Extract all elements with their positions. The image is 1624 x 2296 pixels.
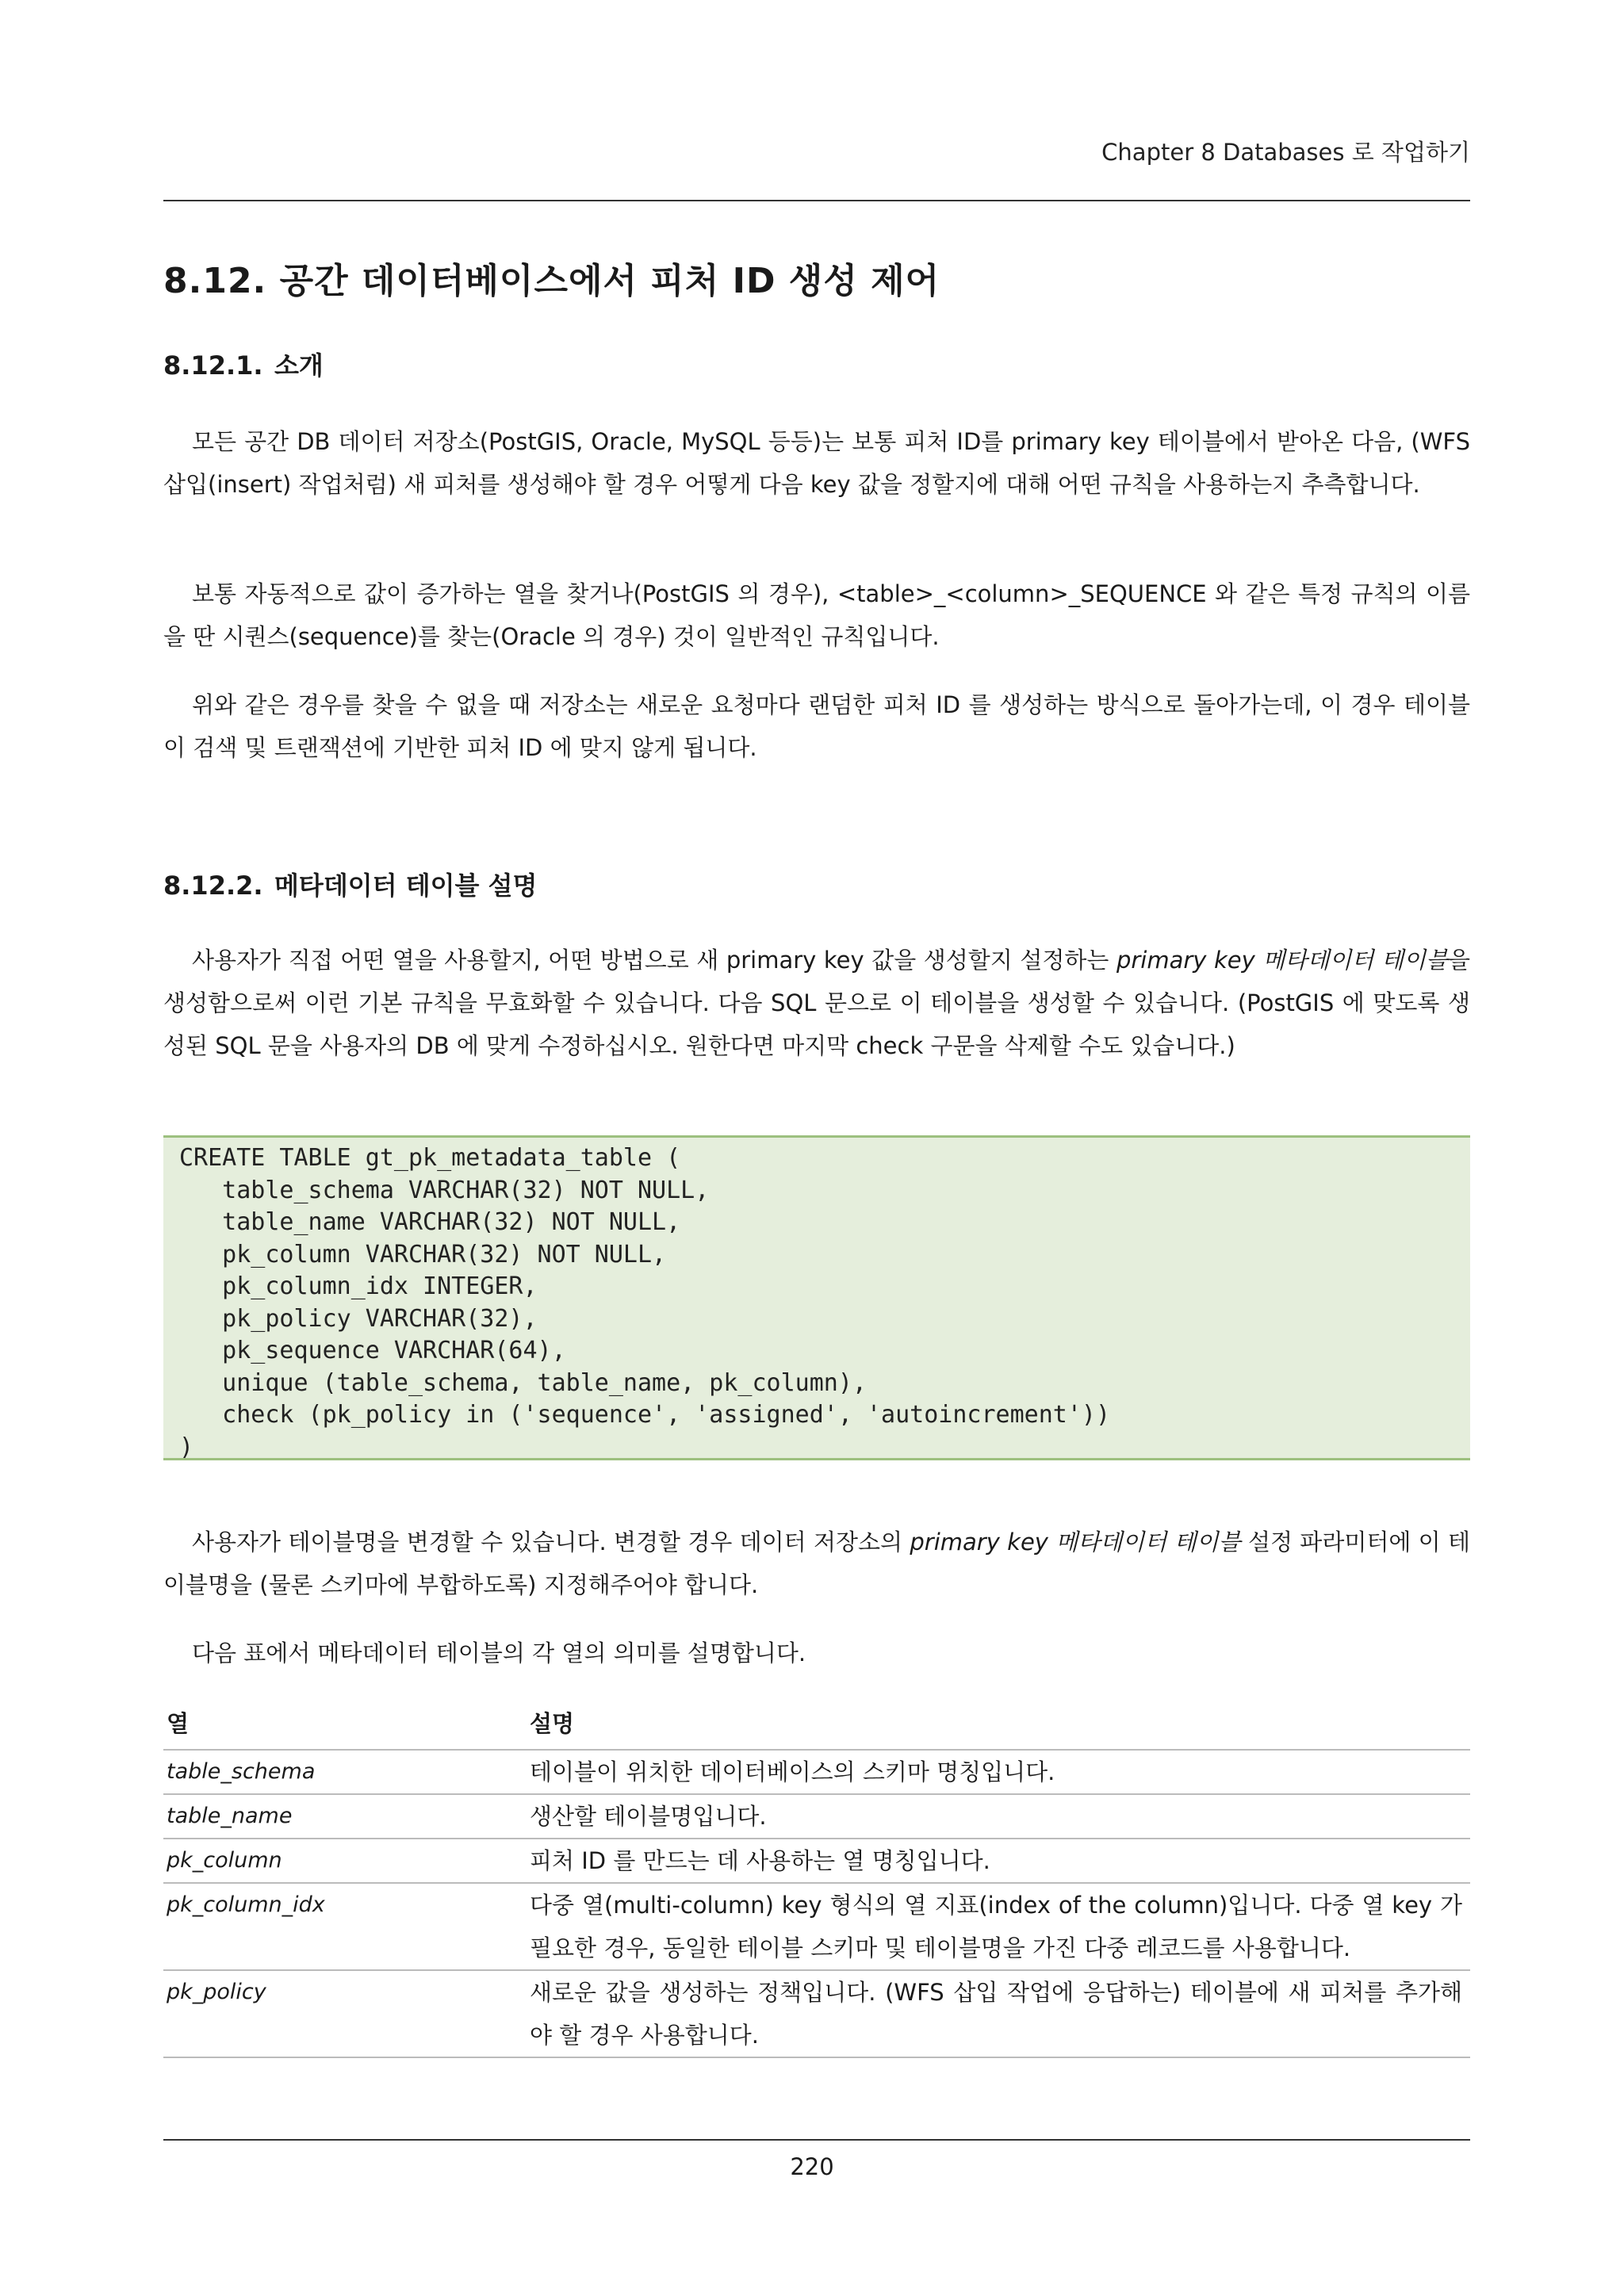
column-description-cell: 테이블이 위치한 데이터베이스의 스키마 명칭입니다. — [527, 1750, 1470, 1794]
column-description-cell: 생산할 테이블명입니다. — [527, 1794, 1470, 1839]
code-line: table_schema VARCHAR(32) NOT NULL, — [179, 1176, 710, 1204]
table-header-column: 열 — [163, 1700, 527, 1750]
table-row — [163, 1750, 1470, 1794]
code-line: pk_column_idx INTEGER, — [179, 1272, 538, 1300]
column-name-cell: pk_column_idx — [163, 1883, 527, 1970]
meta-paragraph-1 — [163, 939, 1470, 1067]
intro-paragraph-1: 모든 공간 DB 데이터 저장소(PostGIS, Oracle, MySQL 등등)는 보통 피처 ID를 primary key 테이블에서 받아온 다음, (WFS 삽입(insert) 작업처럼) 새 피처를 생성해야 할 경우 어떻게 다음 key 값을 정할지에 대해 어떤 규칙을 사용하는지 추측합니다. — [163, 428, 1470, 498]
meta-paragraph-2-emphasis: primary key 메타데이터 테이블 — [910, 1529, 1241, 1556]
subsection-number: 8.12.1. — [163, 350, 263, 381]
column-description-cell: 새로운 값을 생성하는 정책입니다. (WFS 삽입 작업에 응답하는) 테이블에 새 피처를 추가해야 할 경우 사용합니다. — [527, 1970, 1470, 2057]
meta-paragraph-2 — [163, 1521, 1470, 1606]
table-row — [163, 1970, 1470, 2057]
meta-paragraph-1-text-b: 을 생성함으로써 이런 기본 규칙을 무효화할 수 있습니다. 다음 SQL 문으로 이 테이블을 생성할 수 있습니다. (PostGIS 에 맞도록 생성된 SQL 문을 사용자의 DB 에 맞게 수정하십시오. 원한다면 마지막 check 구문을 삭제할 수도 있습니다.) — [163, 947, 1470, 1059]
column-name-cell: table_name — [163, 1794, 527, 1839]
subsection-heading-intro — [163, 346, 324, 382]
sql-code-block — [163, 1135, 1470, 1460]
table-header-row — [163, 1700, 1470, 1750]
column-description-cell: 피처 ID 를 만드는 데 사용하는 열 명칭입니다. — [527, 1839, 1470, 1883]
code-line: table_name VARCHAR(32) NOT NULL, — [179, 1208, 681, 1236]
page-number: 220 — [790, 2153, 834, 2180]
subsection-title: 메타데이터 테이블 설명 — [274, 871, 538, 901]
section-title: 8.12. 공간 데이터베이스에서 피처 ID 생성 제어 — [163, 261, 940, 301]
column-name-cell: pk_column — [163, 1839, 527, 1883]
meta-paragraph-2-text-b: 설정 파라미터에 이 테이블명을 (물론 스키마에 부합하도록) 지정해주어야 합니다. — [163, 1529, 1471, 1598]
running-header: Chapter 8 Databases 로 작업하기 — [1101, 139, 1470, 166]
table-row — [163, 1883, 1470, 1970]
code-line: check (pk_policy in ('sequence', 'assigned', 'autoincrement')) — [179, 1401, 1110, 1429]
intro-paragraph-2: 보통 자동적으로 값이 증가하는 열을 찾거나(PostGIS 의 경우), <table>_<column>_SEQUENCE 와 같은 특정 규칙의 이름을 딴 시퀀스(sequence)를 찾는(Oracle 의 경우) 것이 일반적인 규칙입니다. — [163, 580, 1470, 650]
column-description-cell: 다중 열(multi-column) key 형식의 열 지표(index of the column)입니다. 다중 열 key 가 필요한 경우, 동일한 테이블 스키마 및 테이블명을 가진 다중 레코드를 사용합니다. — [527, 1883, 1470, 1970]
code-line: pk_column VARCHAR(32) NOT NULL, — [179, 1240, 667, 1269]
code-line: unique (table_schema, table_name, pk_column), — [179, 1368, 867, 1397]
subsection-number: 8.12.2. — [163, 871, 263, 901]
header-rule — [163, 200, 1470, 201]
meta-paragraph-1-text-a: 사용자가 직접 어떤 열을 사용할지, 어떤 방법으로 새 primary key 값을 생성할지 설정하는 — [192, 947, 1116, 974]
code-line: CREATE TABLE gt_pk_metadata_table ( — [179, 1144, 681, 1172]
table-header-description: 설명 — [527, 1700, 1470, 1750]
code-line: ) — [179, 1433, 194, 1461]
subsection-heading-meta — [163, 866, 537, 902]
subsection-title: 소개 — [274, 350, 324, 381]
column-name-cell: table_schema — [163, 1750, 527, 1794]
table-row — [163, 1794, 1470, 1839]
intro-paragraph-3: 위와 같은 경우를 찾을 수 없을 때 저장소는 새로운 요청마다 랜덤한 피처 ID 를 생성하는 방식으로 돌아가는데, 이 경우 테이블이 검색 및 트랜잭션에 기반한 피처 ID 에 맞지 않게 됩니다. — [163, 691, 1470, 761]
meta-paragraph-1-emphasis: primary key 메타데이터 테이블 — [1116, 947, 1448, 974]
meta-paragraph-2-text-a: 사용자가 테이블명을 변경할 수 있습니다. 변경할 경우 데이터 저장소의 — [192, 1529, 910, 1556]
meta-paragraph-3: 다음 표에서 메타데이터 테이블의 각 열의 의미를 설명합니다. — [192, 1640, 806, 1667]
metadata-columns-table — [163, 1700, 1470, 2058]
column-name-cell: pk_policy — [163, 1970, 527, 2057]
table-row — [163, 1839, 1470, 1883]
footer-rule — [163, 2139, 1470, 2141]
code-line: pk_policy VARCHAR(32), — [179, 1304, 538, 1333]
code-line: pk_sequence VARCHAR(64), — [179, 1337, 566, 1364]
